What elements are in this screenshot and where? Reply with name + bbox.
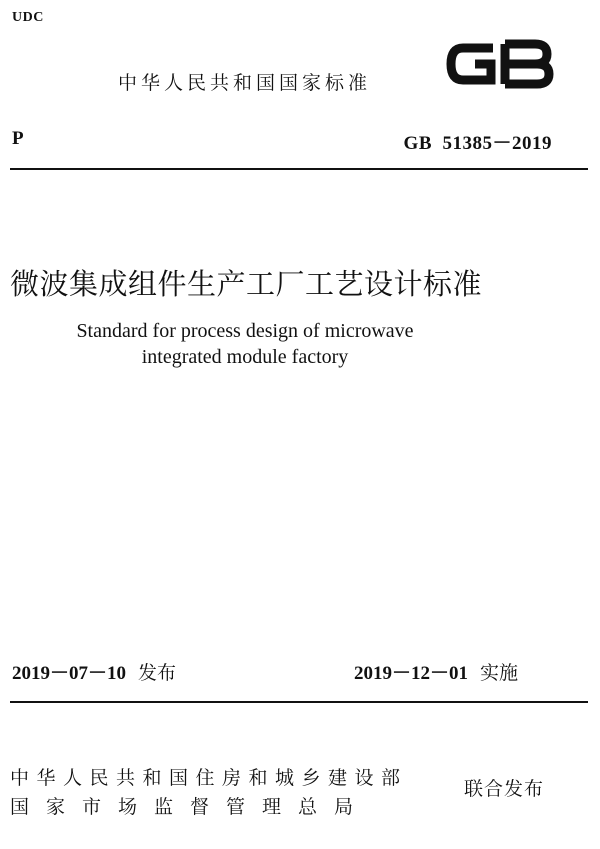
- issuer-ministry: 中华人民共和国住房和城乡建设部: [10, 767, 408, 789]
- implement-date: 2019－12－01: [354, 663, 469, 684]
- gb-logo-icon: [443, 36, 555, 92]
- title-english: [0, 318, 490, 370]
- national-standard-heading: 中华人民共和国国家标准: [118, 72, 372, 94]
- issuer-samr: 国家市场监督管理总局: [10, 796, 371, 818]
- udc-label: UDC: [12, 10, 44, 25]
- top-divider: [10, 168, 588, 170]
- publish-date: 2019－07－10: [12, 663, 127, 684]
- bottom-divider: [10, 701, 588, 703]
- category-code: P: [12, 128, 24, 149]
- standard-number: GB 51385－2019: [403, 133, 552, 154]
- title-chinese: 微波集成组件生产工厂工艺设计标准: [10, 267, 483, 301]
- publish-date-block: [12, 658, 176, 685]
- title-english-line2: integrated module factory: [141, 346, 349, 368]
- publish-label: 发布: [138, 662, 177, 684]
- implement-label: 实施: [480, 662, 519, 684]
- implement-date-block: [354, 658, 518, 685]
- title-english-line1: Standard for process design of microwave: [76, 320, 414, 342]
- joint-issue-label: 联合发布: [464, 778, 545, 800]
